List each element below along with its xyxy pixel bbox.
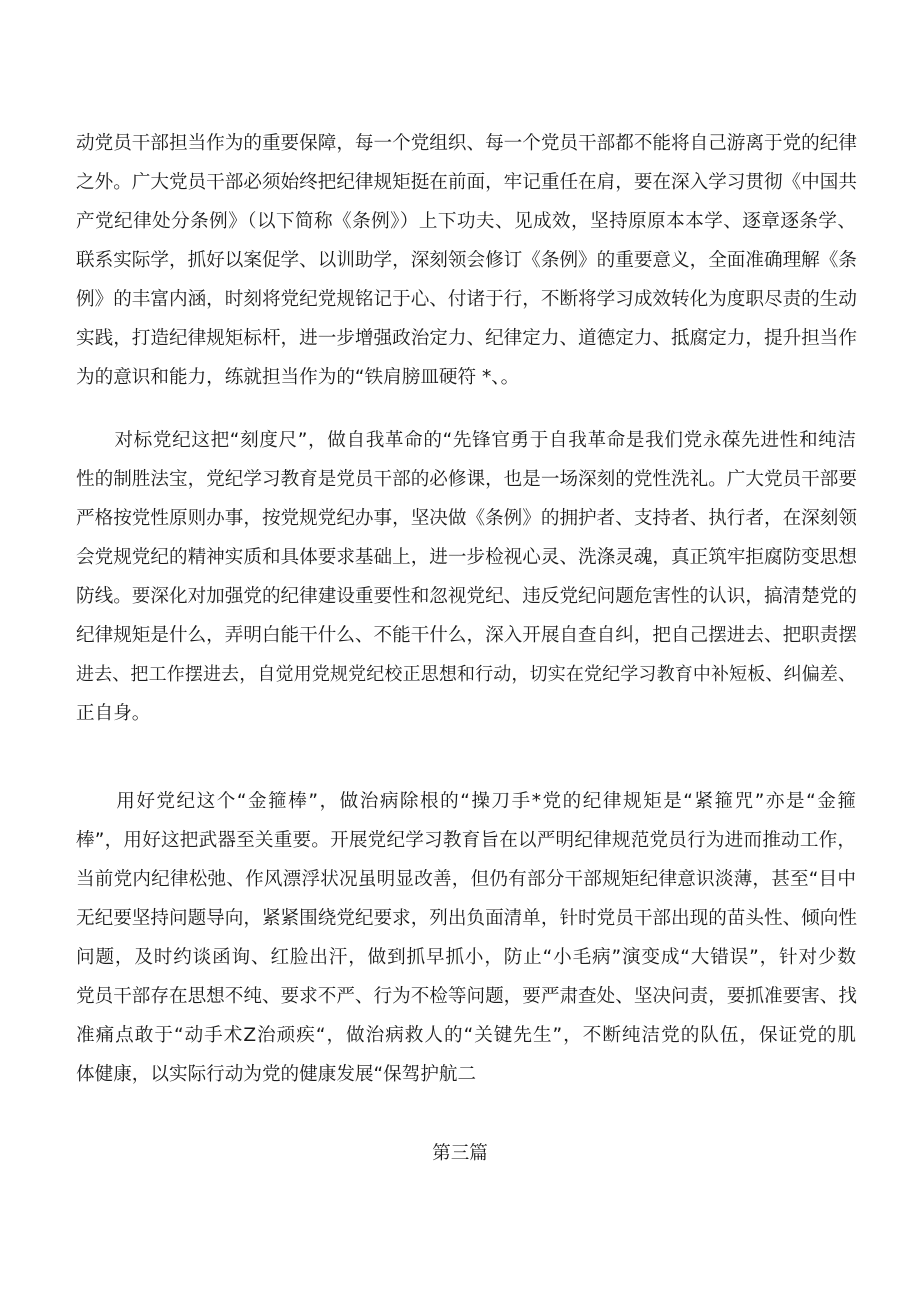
paragraph-1-line-1: 动党员干部担当作为的重要保障，每一个党组织、每一个党员干部都不能将自己游离于党的纪律 (76, 133, 857, 154)
paragraph-3-line-2: 棒”，用好这把武器至关重要。开展党纪学习教育旨在以严明纪律规范党员行为进而推动工作， (76, 830, 856, 851)
paragraph-3-line-8: 体健康，以实际行动为党的健康发展“保驾护航二 (76, 1064, 477, 1085)
paragraph-1-line-6: 实践，打造纪律规矩标杆，进一步增强政治定力、纪律定力、道德定力、抵腐定力，提升担当作 (76, 328, 857, 349)
paragraph-3-line-5: 问题，及时约谈函询、红脸出汗，做到抓早抓小，防止“小毛病”演变成“大错误”，针对少数 (76, 947, 856, 968)
paragraph-2-line-7: 进去、把工作摆进去，自觉用党规党纪校正思想和行动，切实在党纪学习教育中补短板、纠偏差、 (76, 664, 856, 685)
paragraph-2-line-3: 严格按党性原则办事，按党规党纪办事，坚决做《条例》的拥护者、支持者、执行者，在深刻领 (76, 508, 857, 529)
paragraph-3-line-6: 党员干部存在思想不纯、要求不严、行为不检等问题，要严肃查处、坚决问责，要抓准要害、找 (76, 986, 857, 1007)
paragraph-2-line-2: 性的制胜法宝，党纪学习教育是党员干部的必修课，也是一场深刻的党性洗礼。广大党员干部要 (76, 469, 857, 490)
paragraph-2-line-8: 正自身。 (76, 703, 151, 724)
paragraph-2-line-5: 防线。要深化对加强党的纪律建设重要性和忽视党纪、违反党纪问题危害性的认识，搞清楚党的 (76, 586, 857, 607)
paragraph-1-line-4: 联系实际学，抓好以案促学、以训助学，深刻领会修订《条例》的重要意义，全面准确理解《条 (76, 250, 857, 271)
paragraph-1-line-3: 产党纪律处分条例》（以下简称《条例》）上下功夫、见成效，坚持原原本本学、逐章逐条学、 (76, 211, 856, 232)
paragraph-2-line-1: 对标党纪这把“刻度尺”，做自我革命的“先锋官勇于自我革命是我们党永葆先进性和纯洁 (76, 430, 856, 451)
paragraph-3-line-1: 用好党纪这个“金箍棒”，做治病除根的“操刀手*党的纪律规矩是“紧箍咒”亦是“金箍 (76, 791, 856, 812)
section-heading: 第三篇 (432, 1143, 488, 1164)
paragraph-3-line-7: 准痛点敢于“动手术Z治顽疾“，做治病救人的“关键先生”，不断纯洁党的队伍，保证党的肌 (76, 1025, 856, 1046)
paragraph-1-line-2: 之外。广大党员干部必须始终把纪律规矩挺在前面，牢记重任在肩，要在深入学习贯彻《中国共 (76, 172, 857, 193)
paragraph-2-line-6: 纪律规矩是什么，弄明白能干什么、不能干什么，深入开展自查自纠，把自己摆进去、把职责摆 (76, 625, 857, 646)
paragraph-3-line-3: 当前党内纪律松弛、作风漂浮状况虽明显改善，但仍有部分干部规矩纪律意识淡薄，甚至“目中 (76, 869, 856, 890)
paragraph-3-line-4: 无纪要坚持问题导向，紧紧围绕党纪要求，列出负面清单，针时党员干部出现的苗头性、倾向性 (76, 908, 857, 929)
paragraph-1-line-7: 为的意识和能力，练就担当作为的“铁肩膀皿硬符 *、。 (76, 367, 520, 388)
paragraph-1-line-5: 例》的丰富内涵，时刻将党纪党规铭记于心、付诸于行，不断将学习成效转化为度职尽责的生动 (76, 289, 857, 310)
paragraph-2-line-4: 会党规党纪的精神实质和具体要求基础上，进一步检视心灵、洗涤灵魂，真正筑牢拒腐防变思想 (76, 547, 857, 568)
